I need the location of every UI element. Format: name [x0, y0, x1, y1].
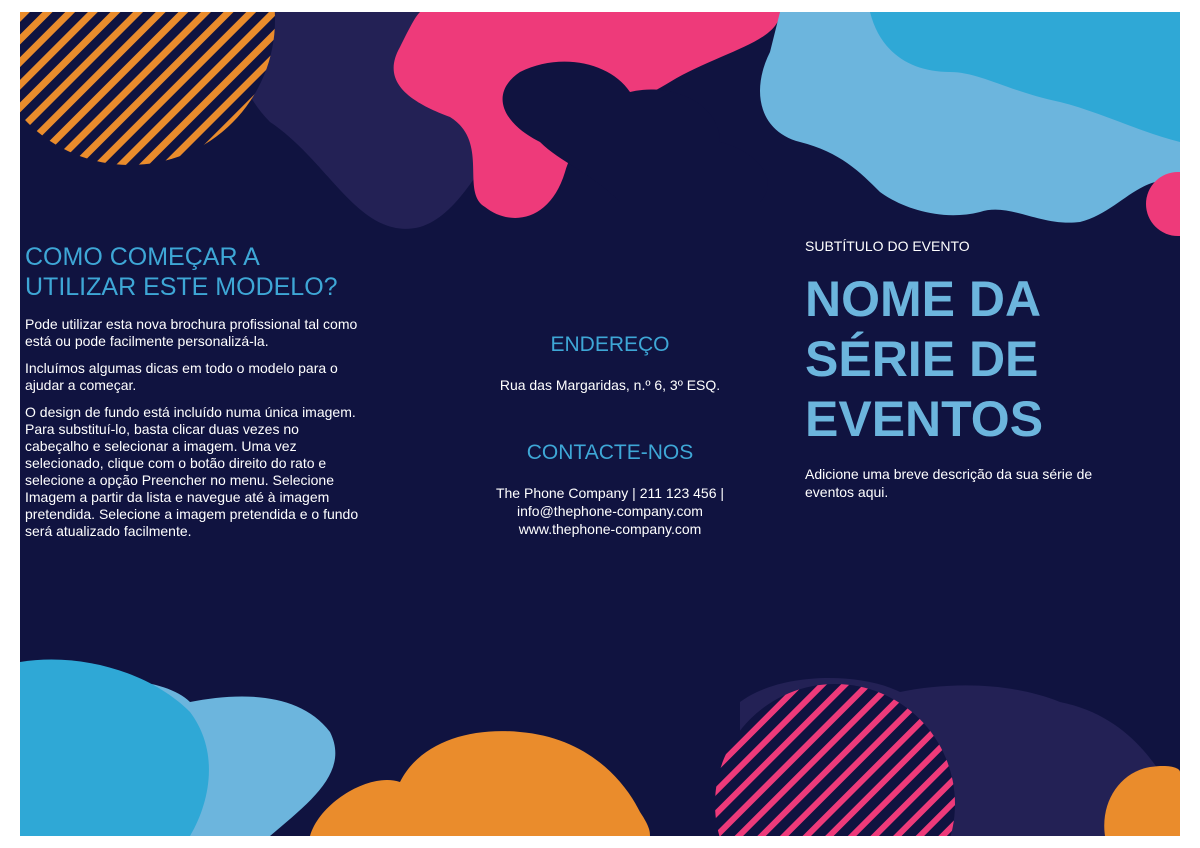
left-paragraph-3: O design de fundo está incluído numa única imagem. Para substituí-lo, basta clicar duas vezes no cabeçalho e selecionar a imagem. Uma vez selecionado, clique com o botão direito do rato e selecione a opção Preencher no menu. Selecione Imagem a partir da lista e navegue até à imagem pretendida. Selecione a imagem pretendida e o fundo será atualizado facilmente. [25, 404, 359, 539]
brochure-page [20, 12, 1180, 836]
event-title-line-3: EVENTOS [805, 391, 1044, 447]
event-title [805, 269, 1155, 449]
contact-line-1: The Phone Company | 211 123 456 | [495, 485, 725, 501]
left-panel [25, 242, 365, 550]
left-paragraph-1: Pode utilizar esta nova brochura profissional tal como está ou pode facilmente personalizá-la. [25, 316, 358, 349]
left-heading: COMO COMEÇAR A UTILIZAR ESTE MODELO? [25, 243, 338, 301]
contact-email[interactable]: info@thephone-company.com [517, 503, 703, 519]
address-text: Rua das Margaridas, n.º 6, 3º ESQ. [499, 377, 721, 393]
contact-heading: CONTACTE-NOS [526, 441, 694, 464]
contact-website[interactable]: www.thephone-company.com [518, 521, 702, 537]
bottom-orange-blob [310, 731, 650, 836]
event-title-line-1: NOME DA [805, 271, 1042, 327]
event-subtitle: SUBTÍTULO DO EVENTO [805, 238, 970, 254]
event-description: Adicione uma breve descrição da sua série de eventos aqui. [805, 466, 1093, 500]
contact-text [445, 484, 775, 538]
right-panel [805, 238, 1155, 501]
bottom-cyan [20, 659, 209, 836]
left-paragraph-2: Incluímos algumas dicas em todo o modelo para o ajudar a começar. [25, 360, 338, 393]
event-title-line-2: SÉRIE DE [805, 331, 1039, 387]
address-heading: ENDEREÇO [550, 333, 670, 356]
middle-panel [445, 332, 775, 538]
